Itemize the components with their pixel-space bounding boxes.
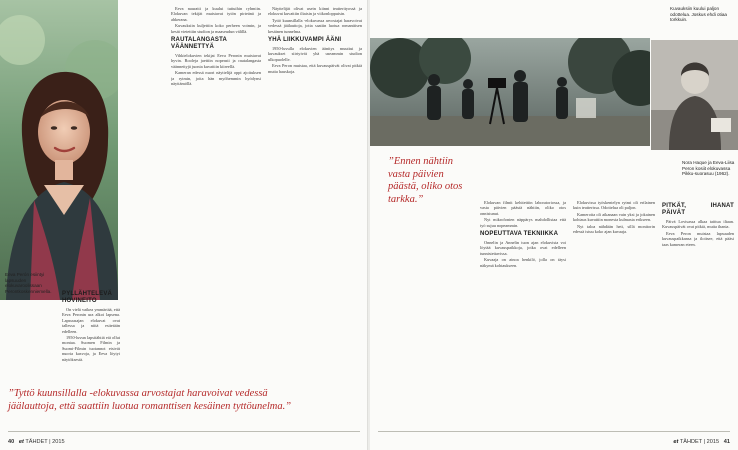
page-number: 40 xyxy=(8,439,15,445)
body-paragraph: Eeva Peron muistaa lapsuuden kuvauspaikkansa ja iloitsee, että pääsi taas kameran eteen. xyxy=(662,230,734,247)
portrait-photo xyxy=(0,0,118,300)
section-heading-tekniikka: NOPEUTTAVA TEKNIIKKA xyxy=(480,231,559,238)
body-paragraph: 1950-luvun lapsitähtiä eiä ollut montaa. Suomen Filmin ja Suomi-Filmin tuotannot etsivät nuoria kasvoja, ja Eeva löytyi näytöksestä. xyxy=(62,335,120,362)
right-footer xyxy=(673,439,730,446)
body-paragraph: Elokuvissa työskentelyn rytmi oli erilainen kuin teatterissa. Odottelua oli paljon. xyxy=(573,200,655,211)
left-footer xyxy=(8,439,65,446)
left-pull-quote: ”Tyttö kuunsillalla -elokuvassa arvostajat haravoivat vedessä jäälauttoja, että saattiin luotua romanttisen kesäinen tyttöunelma.” xyxy=(8,388,292,412)
body-paragraph: 1950-luvulla elokuvien äänitys muuttui ja kuvaukset siirtyivät yhä useammin studion ulkopuolelle. xyxy=(268,46,362,62)
body-paragraph: Kameroita oli aikanaan vain yksi ja jokainen kohtaus kuvattiin monesta kulmasta erikseen. xyxy=(573,211,655,223)
portrait-caption: Eeva Perón esiintyi lapsuuden elokuvaroolissaan Perontkoskenniemella. xyxy=(5,272,52,294)
vintage-photo-image xyxy=(651,40,738,150)
body-paragraph: Elokuvan filmit kehitettiin laboratoriossa, ja vasta päivien päästä nähtiin, oliko otos onnistunut. xyxy=(480,200,566,216)
body-paragraph: Näyttelijät olivat usein kiinni teatterityossä ja elokuvat kuvattiin iltaisin ja viikonloppuisin. xyxy=(268,6,362,17)
right-column-2 xyxy=(573,200,655,388)
top-photo-caption: Kuvauksiin kuului paljon odottelua. Joskus ehdi otiaa torkkuin. xyxy=(670,6,727,23)
body-paragraph: Kameran edessä nuori näyttelijä oppi ajoituksen ja rytmin, joita hän myöhemmin hyödynsi näyttämöllä. xyxy=(171,70,261,87)
brand-logo: et xyxy=(673,439,679,445)
body-paragraph: Nyt mikrofonien näppärys mahdollistaa että työ sujuu nopeammin. xyxy=(480,217,566,228)
side-photo-caption: Nora Haque ja Eeva-Liisa Peron kosiit elokuvassa Pikku-suorasuu (1962). xyxy=(682,160,735,177)
left-column-1 xyxy=(62,288,120,386)
page-number: 41 xyxy=(723,439,730,445)
issue-label: TÄHDET | 2015 xyxy=(25,439,65,445)
issue-label: TÄHDET | 2015 xyxy=(679,439,720,445)
right-column-3 xyxy=(662,200,734,388)
section-heading-liikkuvampi: YHÄ LIIKKUVAMPI ÄÄNI xyxy=(268,37,342,44)
left-page xyxy=(0,0,368,450)
brand-logo: et xyxy=(18,439,24,445)
right-column-1 xyxy=(480,200,566,388)
body-paragraph: Kuvauksiin kuljettiin koko perheen voimin, ja kesät vietettiin studion ja maaseudun välillä. xyxy=(171,23,261,34)
body-paragraph: Eeva Peron muistaa, että kuvauspäivät olivat pitkiä mutta hauskoja. xyxy=(268,63,362,74)
body-paragraph: Tyttö kuunsillalla -elokuvassa arvostajat haravoivat vedessä jäälauttoja, jotta saatiin luotua romanttisen kesäinen tunnelma. xyxy=(268,17,362,34)
footer-rule xyxy=(8,431,360,432)
vintage-photo xyxy=(651,40,738,150)
right-pull-quote: ”Ennen nähtiin vasta päivien päästä, oliko otos tarkka.” xyxy=(388,156,463,205)
right-page xyxy=(370,0,738,450)
section-heading-paivat: PITKÄT, IHANAT PÄIVÄT xyxy=(662,203,734,216)
body-paragraph: Eeva nauratti ja kuului tuttuihin ryhmiin. Elokuvan tekijät muistavat tytön pirteänä ja ahkerana. xyxy=(171,6,261,22)
left-column-2 xyxy=(171,6,261,386)
left-column-3 xyxy=(268,6,362,386)
section-heading-rautalanka: RAUTALANGASTA VÄÄNNETTYÄ xyxy=(171,37,228,51)
footer-rule xyxy=(378,431,730,432)
body-paragraph: On vielä vaikea ymmärtää, että Eeva Peronin ura alkoi lapsena. Lapsuusajan elokuvat ovat tallessa ja niitä esitetään edelleen. xyxy=(62,307,120,334)
body-paragraph: Onnelin ja Annelin tuon ajan elokuvista voi löytää kuvauspaikkoja, jotka ovat edelleen tunnistettavissa. xyxy=(480,240,566,256)
portrait-photo-image xyxy=(0,0,118,300)
body-paragraph: Päivä Lovisassa alkaa taittua iltaan. Kuvauspäivät ovat pitkiä, mutta ihania. xyxy=(662,219,734,230)
body-paragraph: Kuvaaja on ainoa henkilö, jolla on täysi näkymä kohtaukseen. xyxy=(480,257,566,268)
body-paragraph: Nyt taloa nähdään heti, sillä monitorin edessä istuu koko ajan kuvaaja. xyxy=(573,223,655,235)
film-set-photo-image xyxy=(370,38,650,146)
section-heading-hovineito: PYLLÄHTELEVÄ HOVINEITO xyxy=(62,291,113,304)
body-paragraph: Vihkielokuvien tekijat Eeva Peronin muistavat hyvin. Rooleja jaettiin nopeasti ja rautalangasta väännettyjä juonia kuvattiin kiireellä. xyxy=(171,53,261,69)
film-set-photo xyxy=(370,38,650,146)
